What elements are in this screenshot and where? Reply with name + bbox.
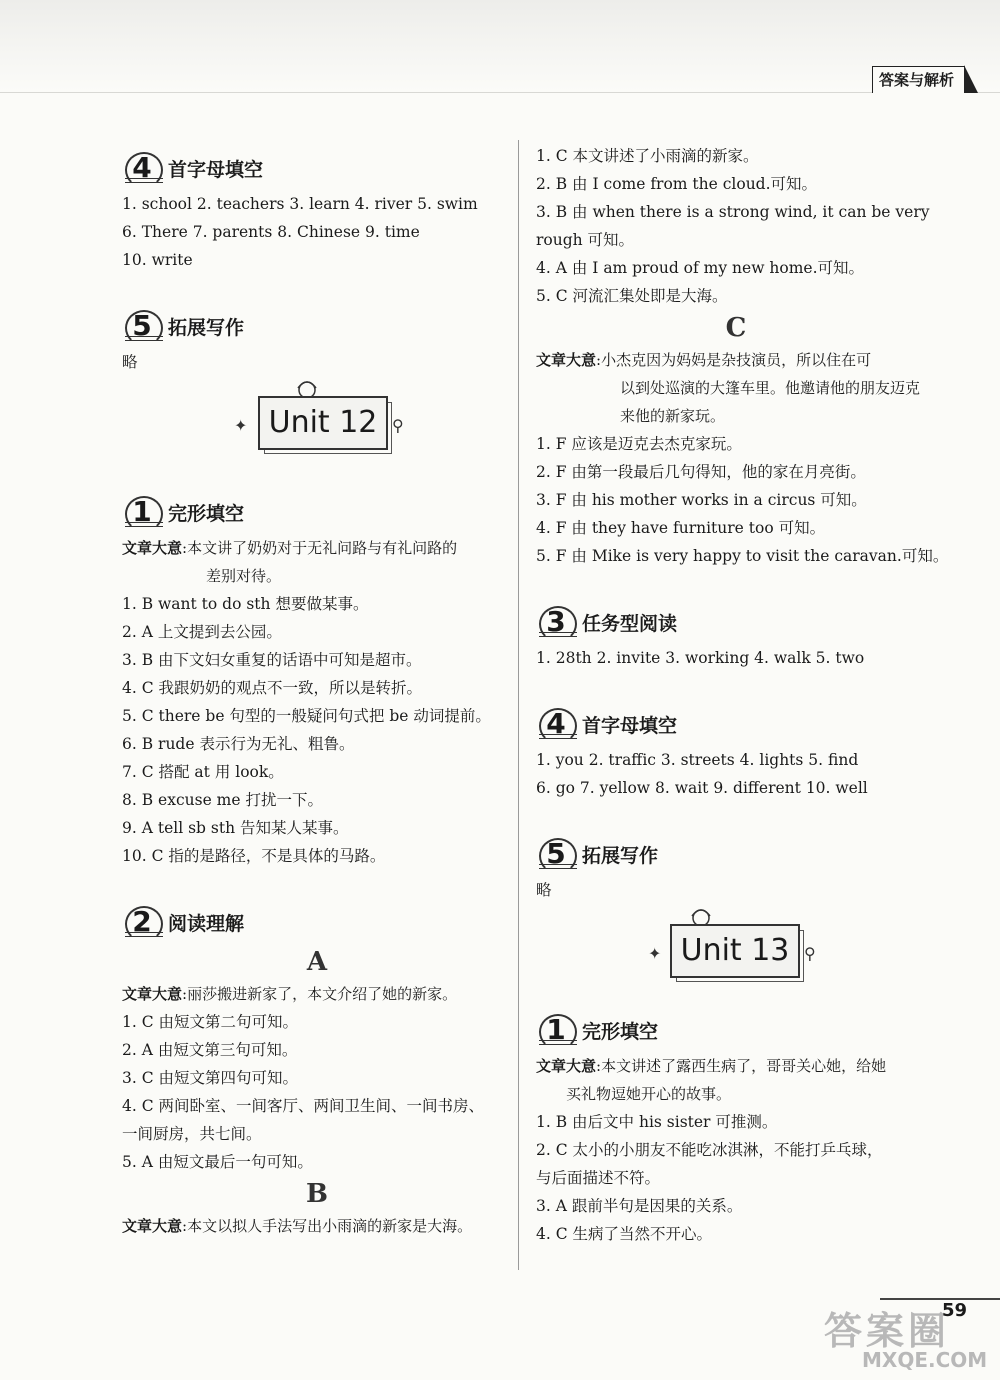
summary-text: :小杰克因为妈妈是杂技演员，所以住在可	[596, 351, 872, 369]
sparkle-icon: ✦	[234, 416, 248, 435]
section-title: 首字母填空	[582, 714, 678, 737]
watermark: 答案圈	[824, 1309, 951, 1353]
section-heading	[122, 304, 512, 348]
answer-line: 1. B 由后文中 his sister 可推测。	[536, 1113, 778, 1131]
answer-line: 1. you 2. traffic 3. streets 4. lights 5. find	[536, 751, 859, 769]
answer-line: 5. C there be 句型的一般疑问句式把 be 动词提前。	[122, 707, 491, 725]
summary-label: 文章大意	[536, 351, 597, 369]
answer-line: 6. go 7. yellow 8. wait 9. different 10. well	[536, 779, 868, 797]
answer-line: 3. F 由 his mother works in a circus 可知。	[536, 491, 867, 509]
unit-banner	[536, 904, 936, 1004]
answer-line: 6. There 7. parents 8. Chinese 9. time	[122, 223, 420, 241]
section-number-icon: 4	[536, 706, 576, 742]
summary-label: 文章大意	[122, 539, 183, 557]
summary-text: 差别对待。	[206, 567, 282, 585]
answer-line: 10. write	[122, 251, 193, 269]
answer-line: 3. A 跟前半句是因果的关系。	[536, 1197, 743, 1215]
answer-line: 与后面描述不符。	[536, 1169, 661, 1187]
answer-line: 4. C 两间卧室、一间客厅、两间卫生间、一间书房、	[122, 1097, 485, 1115]
answer-line: 2. A 由短文第三句可知。	[122, 1041, 298, 1059]
answer-line: 10. C 指的是路径，不是具体的马路。	[122, 847, 386, 865]
section-number-icon: 2	[122, 904, 162, 940]
summary-label: 文章大意	[536, 1057, 597, 1075]
summary	[122, 980, 512, 1008]
summary-text: 买礼物逗她开心的故事。	[566, 1085, 732, 1103]
section-number-icon: 5	[122, 308, 162, 344]
summary	[122, 534, 512, 562]
column-divider	[518, 140, 519, 1270]
section-heading	[536, 1008, 936, 1052]
answer-line: 2. B 由 I come from the cloud.可知。	[536, 175, 818, 193]
answer-line: 3. B 由下文妇女重复的话语中可知是超市。	[122, 651, 422, 669]
section-heading	[536, 832, 936, 876]
answer-line: 3. B 由 when there is a strong wind, it can be very	[536, 203, 930, 221]
answer-line: 1. C 本文讲述了小雨滴的新家。	[536, 147, 759, 165]
answer-line: 5. F 由 Mike is very happy to visit the caravan.可知。	[536, 547, 949, 565]
section-heading	[536, 702, 936, 746]
section-title: 拓展写作	[168, 316, 245, 339]
section-title: 任务型阅读	[582, 612, 678, 635]
section-heading	[122, 900, 512, 944]
summary-text: :本文以拟人手法写出小雨滴的新家是大海。	[182, 1217, 473, 1235]
section-heading	[122, 146, 512, 190]
answer-line: 4. C 生病了当然不开心。	[536, 1225, 713, 1243]
header-banner	[0, 0, 1000, 93]
section-number-icon: 3	[536, 604, 576, 640]
answer-line: 5. A 由短文最后一句可知。	[122, 1153, 313, 1171]
answer-line: 6. B rude 表示行为无礼、粗鲁。	[122, 735, 355, 753]
section-title: 首字母填空	[168, 158, 264, 181]
passage-label: C	[725, 313, 747, 343]
answer-line: 1. school 2. teachers 3. learn 4. river 5. swim	[122, 195, 478, 213]
section-number-icon: 1	[536, 1012, 576, 1048]
answer-line: 1. B want to do sth 想要做某事。	[122, 595, 369, 613]
answer-line: 2. A 上文提到去公园。	[122, 623, 282, 641]
section-heading	[536, 600, 936, 644]
answer-line: 1. 28th 2. invite 3. working 4. walk 5. two	[536, 649, 865, 667]
answer-line: 8. B excuse me 打扰一下。	[122, 791, 323, 809]
answer-line: 2. F 由第一段最后几句得知，他的家在月亮街。	[536, 463, 866, 481]
section-number-icon: 1	[122, 494, 162, 530]
summary-text: 来他的新家玩。	[620, 407, 726, 425]
answer-line: 1. C 由短文第二句可知。	[122, 1013, 299, 1031]
sparkle-icon: ✦	[648, 944, 662, 963]
page-number-text: 59	[942, 1300, 968, 1321]
answer-line: 一间厨房，共七间。	[122, 1125, 262, 1143]
summary-text: :本文讲了奶奶对于无礼问路与有礼问路的	[182, 539, 458, 557]
section-title: 拓展写作	[582, 844, 659, 867]
header-tab: 答案与解析	[872, 66, 965, 93]
doodle-figure-icon: ⚲	[392, 416, 404, 435]
summary	[536, 1052, 936, 1080]
answer-line: 2. C 太小的小朋友不能吃冰淇淋，不能打乒乓球，	[536, 1141, 883, 1159]
section-title: 完形填空	[168, 502, 245, 525]
answer-line: rough 可知。	[536, 231, 635, 249]
answer-line: 1. F 应该是迈克去杰克家玩。	[536, 435, 742, 453]
section-title: 阅读理解	[168, 912, 245, 935]
watermark-url: MXQE.COM	[862, 1348, 988, 1372]
doodle-figure-icon: ⚲	[804, 944, 816, 963]
right-column	[536, 142, 949, 1248]
answer-line: 3. C 由短文第四句可知。	[122, 1069, 299, 1087]
answer-line: 4. C 我跟奶奶的观点不一致，所以是转折。	[122, 679, 423, 697]
answer-line: 7. C 搭配 at 用 look。	[122, 763, 284, 781]
unit-title: Unit 12	[258, 396, 388, 450]
summary-text: :本文讲述了露西生病了，哥哥关心她，给她	[596, 1057, 887, 1075]
passage-label: A	[306, 947, 328, 977]
section-number-icon: 4	[122, 150, 162, 186]
summary-label: 文章大意	[122, 1217, 183, 1235]
answer-line: 4. F 由 they have furniture too 可知。	[536, 519, 826, 537]
page-number	[880, 1298, 1000, 1330]
summary-text: :丽莎搬进新家了，本文介绍了她的新家。	[182, 985, 458, 1003]
answer-line: 9. A tell sb sth 告知某人某事。	[122, 819, 349, 837]
answer-line: 略	[122, 353, 138, 371]
answer-line: 略	[536, 881, 552, 899]
section-title: 完形填空	[582, 1020, 659, 1043]
unit-title: Unit 13	[670, 924, 800, 978]
summary	[122, 1212, 512, 1240]
unit-banner	[122, 376, 512, 486]
section-number-icon: 5	[536, 836, 576, 872]
passage-label: B	[306, 1179, 328, 1209]
summary-label: 文章大意	[122, 985, 183, 1003]
summary-text: 以到处巡演的大篷车里。他邀请他的朋友迈克	[620, 379, 921, 397]
section-heading	[122, 490, 512, 534]
left-column	[122, 142, 512, 1240]
answer-line: 5. C 河流汇集处即是大海。	[536, 287, 728, 305]
answer-line: 4. A 由 I am proud of my new home.可知。	[536, 259, 865, 277]
summary	[536, 346, 936, 374]
